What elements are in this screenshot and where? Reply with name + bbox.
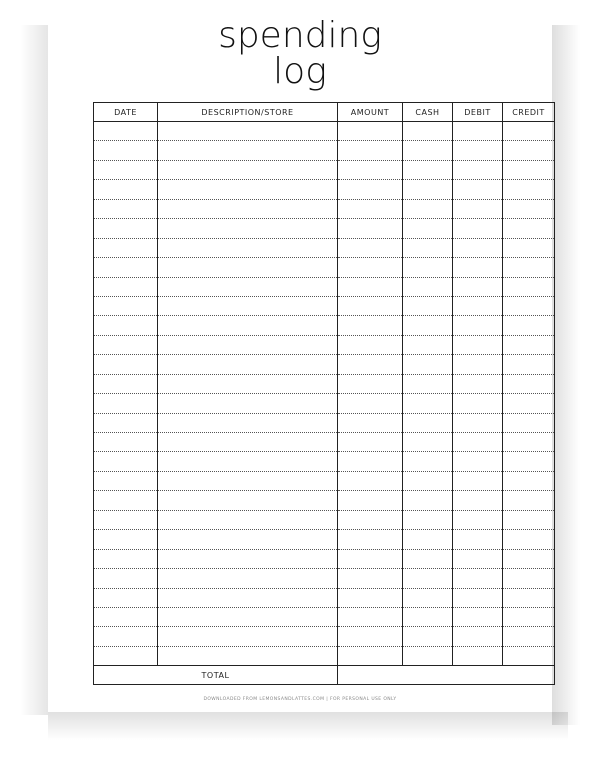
description-cell[interactable] xyxy=(158,491,338,510)
date-cell[interactable] xyxy=(94,141,158,160)
description-cell[interactable] xyxy=(158,549,338,568)
date-cell[interactable] xyxy=(94,549,158,568)
credit-cell[interactable] xyxy=(503,219,555,238)
debit-cell[interactable] xyxy=(453,491,503,510)
debit-cell[interactable] xyxy=(453,413,503,432)
debit-cell[interactable] xyxy=(453,627,503,646)
debit-cell[interactable] xyxy=(453,549,503,568)
date-cell[interactable] xyxy=(94,219,158,238)
cash-cell[interactable] xyxy=(403,258,453,277)
credit-cell[interactable] xyxy=(503,452,555,471)
table-row xyxy=(94,607,555,626)
description-cell[interactable] xyxy=(158,607,338,626)
table-row xyxy=(94,530,555,549)
credit-cell[interactable] xyxy=(503,160,555,179)
date-cell[interactable] xyxy=(94,452,158,471)
debit-cell[interactable] xyxy=(453,277,503,296)
date-cell[interactable] xyxy=(94,569,158,588)
cash-cell[interactable] xyxy=(403,530,453,549)
credit-cell[interactable] xyxy=(503,355,555,374)
debit-cell[interactable] xyxy=(453,335,503,354)
cash-cell[interactable] xyxy=(403,160,453,179)
total-amount-cell[interactable] xyxy=(338,666,555,685)
cash-cell[interactable] xyxy=(403,413,453,432)
description-cell[interactable] xyxy=(158,530,338,549)
description-cell[interactable] xyxy=(158,510,338,529)
credit-cell[interactable] xyxy=(503,180,555,199)
amount-cell[interactable] xyxy=(338,530,403,549)
amount-cell[interactable] xyxy=(338,433,403,452)
description-cell[interactable] xyxy=(158,199,338,218)
description-cell[interactable] xyxy=(158,180,338,199)
description-cell[interactable] xyxy=(158,355,338,374)
table-row xyxy=(94,588,555,607)
amount-cell[interactable] xyxy=(338,471,403,490)
cash-cell[interactable] xyxy=(403,433,453,452)
cash-cell[interactable] xyxy=(403,277,453,296)
table-row xyxy=(94,141,555,160)
amount-cell[interactable] xyxy=(338,607,403,626)
debit-cell[interactable] xyxy=(453,141,503,160)
table-row xyxy=(94,394,555,413)
debit-cell[interactable] xyxy=(453,160,503,179)
description-cell[interactable] xyxy=(158,122,338,141)
date-cell[interactable] xyxy=(94,471,158,490)
debit-cell[interactable] xyxy=(453,238,503,257)
table-row xyxy=(94,413,555,432)
date-cell[interactable] xyxy=(94,394,158,413)
credit-cell[interactable] xyxy=(503,607,555,626)
header-row xyxy=(94,103,555,122)
description-cell[interactable] xyxy=(158,471,338,490)
credit-cell[interactable] xyxy=(503,277,555,296)
description-cell[interactable] xyxy=(158,258,338,277)
amount-cell[interactable] xyxy=(338,160,403,179)
amount-cell[interactable] xyxy=(338,510,403,529)
table-row xyxy=(94,122,555,141)
cash-cell[interactable] xyxy=(403,646,453,665)
table-row xyxy=(94,627,555,646)
credit-cell[interactable] xyxy=(503,413,555,432)
cash-cell[interactable] xyxy=(403,491,453,510)
debit-cell[interactable] xyxy=(453,569,503,588)
debit-cell[interactable] xyxy=(453,452,503,471)
date-cell[interactable] xyxy=(94,491,158,510)
spending-log-table xyxy=(93,102,555,685)
credit-cell[interactable] xyxy=(503,238,555,257)
debit-cell[interactable] xyxy=(453,258,503,277)
amount-cell[interactable] xyxy=(338,355,403,374)
total-label: TOTAL xyxy=(94,666,338,685)
date-cell[interactable] xyxy=(94,355,158,374)
cash-cell[interactable] xyxy=(403,471,453,490)
table-row xyxy=(94,491,555,510)
table-row xyxy=(94,471,555,490)
column-header-cash: CASH xyxy=(403,103,453,122)
table-row xyxy=(94,549,555,568)
debit-cell[interactable] xyxy=(453,316,503,335)
credit-cell[interactable] xyxy=(503,491,555,510)
debit-cell[interactable] xyxy=(453,355,503,374)
amount-cell[interactable] xyxy=(338,199,403,218)
credit-cell[interactable] xyxy=(503,530,555,549)
description-cell[interactable] xyxy=(158,646,338,665)
cash-cell[interactable] xyxy=(403,180,453,199)
description-cell[interactable] xyxy=(158,316,338,335)
description-cell[interactable] xyxy=(158,413,338,432)
amount-cell[interactable] xyxy=(338,238,403,257)
description-cell[interactable] xyxy=(158,588,338,607)
cash-cell[interactable] xyxy=(403,627,453,646)
cash-cell[interactable] xyxy=(403,510,453,529)
column-header-description: DESCRIPTION/STORE xyxy=(158,103,338,122)
credit-cell[interactable] xyxy=(503,569,555,588)
credit-cell[interactable] xyxy=(503,394,555,413)
amount-cell[interactable] xyxy=(338,394,403,413)
cash-cell[interactable] xyxy=(403,549,453,568)
cash-cell[interactable] xyxy=(403,219,453,238)
credit-cell[interactable] xyxy=(503,335,555,354)
date-cell[interactable] xyxy=(94,180,158,199)
date-cell[interactable] xyxy=(94,646,158,665)
debit-cell[interactable] xyxy=(453,122,503,141)
debit-cell[interactable] xyxy=(453,296,503,315)
credit-cell[interactable] xyxy=(503,646,555,665)
amount-cell[interactable] xyxy=(338,335,403,354)
credit-cell[interactable] xyxy=(503,122,555,141)
date-cell[interactable] xyxy=(94,277,158,296)
page-shadow-right xyxy=(552,25,580,725)
amount-cell[interactable] xyxy=(338,374,403,393)
date-cell[interactable] xyxy=(94,530,158,549)
column-header-debit: DEBIT xyxy=(453,103,503,122)
cash-cell[interactable] xyxy=(403,238,453,257)
table-row xyxy=(94,238,555,257)
description-cell[interactable] xyxy=(158,394,338,413)
page-shadow-bottom xyxy=(48,712,568,740)
description-cell[interactable] xyxy=(158,160,338,179)
cash-cell[interactable] xyxy=(403,122,453,141)
table-row xyxy=(94,335,555,354)
description-cell[interactable] xyxy=(158,277,338,296)
amount-cell[interactable] xyxy=(338,141,403,160)
date-cell[interactable] xyxy=(94,258,158,277)
title-line-1: spending xyxy=(218,15,382,56)
cash-cell[interactable] xyxy=(403,316,453,335)
table-row xyxy=(94,277,555,296)
debit-cell[interactable] xyxy=(453,607,503,626)
page-shadow-left xyxy=(20,25,48,715)
debit-cell[interactable] xyxy=(453,433,503,452)
credit-cell[interactable] xyxy=(503,374,555,393)
date-cell[interactable] xyxy=(94,413,158,432)
date-cell[interactable] xyxy=(94,433,158,452)
amount-cell[interactable] xyxy=(338,549,403,568)
table-row xyxy=(94,646,555,665)
description-cell[interactable] xyxy=(158,433,338,452)
description-cell[interactable] xyxy=(158,296,338,315)
description-cell[interactable] xyxy=(158,569,338,588)
amount-cell[interactable] xyxy=(338,296,403,315)
amount-cell[interactable] xyxy=(338,569,403,588)
column-header-date: DATE xyxy=(94,103,158,122)
date-cell[interactable] xyxy=(94,316,158,335)
table-row xyxy=(94,160,555,179)
cash-cell[interactable] xyxy=(403,394,453,413)
date-cell[interactable] xyxy=(94,296,158,315)
debit-cell[interactable] xyxy=(453,646,503,665)
amount-cell[interactable] xyxy=(338,180,403,199)
table-row xyxy=(94,180,555,199)
debit-cell[interactable] xyxy=(453,530,503,549)
debit-cell[interactable] xyxy=(453,374,503,393)
log-body xyxy=(94,122,555,666)
amount-cell[interactable] xyxy=(338,122,403,141)
description-cell[interactable] xyxy=(158,335,338,354)
date-cell[interactable] xyxy=(94,374,158,393)
table-row xyxy=(94,569,555,588)
table-row xyxy=(94,258,555,277)
credit-cell[interactable] xyxy=(503,316,555,335)
description-cell[interactable] xyxy=(158,141,338,160)
amount-cell[interactable] xyxy=(338,219,403,238)
cash-cell[interactable] xyxy=(403,335,453,354)
table-row xyxy=(94,219,555,238)
table-row xyxy=(94,452,555,471)
cash-cell[interactable] xyxy=(403,374,453,393)
cash-cell[interactable] xyxy=(403,569,453,588)
credit-cell[interactable] xyxy=(503,549,555,568)
date-cell[interactable] xyxy=(94,122,158,141)
table-row xyxy=(94,355,555,374)
table-row xyxy=(94,296,555,315)
debit-cell[interactable] xyxy=(453,394,503,413)
amount-cell[interactable] xyxy=(338,491,403,510)
amount-cell[interactable] xyxy=(338,627,403,646)
column-header-amount: AMOUNT xyxy=(338,103,403,122)
credit-cell[interactable] xyxy=(503,141,555,160)
date-cell[interactable] xyxy=(94,238,158,257)
title-line-2: log xyxy=(273,51,327,92)
table-row xyxy=(94,433,555,452)
amount-cell[interactable] xyxy=(338,413,403,432)
cash-cell[interactable] xyxy=(403,199,453,218)
table-row xyxy=(94,199,555,218)
table-row xyxy=(94,374,555,393)
debit-cell[interactable] xyxy=(453,199,503,218)
credit-cell[interactable] xyxy=(503,588,555,607)
credit-cell[interactable] xyxy=(503,258,555,277)
printable-sheet xyxy=(48,0,552,712)
cash-cell[interactable] xyxy=(403,141,453,160)
table-row xyxy=(94,510,555,529)
table-row xyxy=(94,316,555,335)
cash-cell[interactable] xyxy=(403,355,453,374)
credit-cell[interactable] xyxy=(503,296,555,315)
debit-cell[interactable] xyxy=(453,471,503,490)
date-cell[interactable] xyxy=(94,510,158,529)
column-header-credit: CREDIT xyxy=(503,103,555,122)
total-row xyxy=(94,666,555,685)
cash-cell[interactable] xyxy=(403,588,453,607)
credit-cell[interactable] xyxy=(503,433,555,452)
amount-cell[interactable] xyxy=(338,646,403,665)
date-cell[interactable] xyxy=(94,335,158,354)
amount-cell[interactable] xyxy=(338,588,403,607)
description-cell[interactable] xyxy=(158,374,338,393)
credit-cell[interactable] xyxy=(503,199,555,218)
description-cell[interactable] xyxy=(158,452,338,471)
debit-cell[interactable] xyxy=(453,510,503,529)
debit-cell[interactable] xyxy=(453,180,503,199)
cash-cell[interactable] xyxy=(403,296,453,315)
amount-cell[interactable] xyxy=(338,277,403,296)
footer-credit: DOWNLOADED FROM LEMONSANDLATTES.COM | FOR PERSONAL USE ONLY xyxy=(203,697,397,702)
cash-cell[interactable] xyxy=(403,452,453,471)
credit-cell[interactable] xyxy=(503,627,555,646)
date-cell[interactable] xyxy=(94,588,158,607)
cash-cell[interactable] xyxy=(403,607,453,626)
amount-cell[interactable] xyxy=(338,258,403,277)
date-cell[interactable] xyxy=(94,160,158,179)
date-cell[interactable] xyxy=(94,607,158,626)
date-cell[interactable] xyxy=(94,199,158,218)
description-cell[interactable] xyxy=(158,238,338,257)
debit-cell[interactable] xyxy=(453,219,503,238)
credit-cell[interactable] xyxy=(503,471,555,490)
amount-cell[interactable] xyxy=(338,452,403,471)
description-cell[interactable] xyxy=(158,219,338,238)
amount-cell[interactable] xyxy=(338,316,403,335)
debit-cell[interactable] xyxy=(453,588,503,607)
date-cell[interactable] xyxy=(94,627,158,646)
description-cell[interactable] xyxy=(158,627,338,646)
credit-cell[interactable] xyxy=(503,510,555,529)
